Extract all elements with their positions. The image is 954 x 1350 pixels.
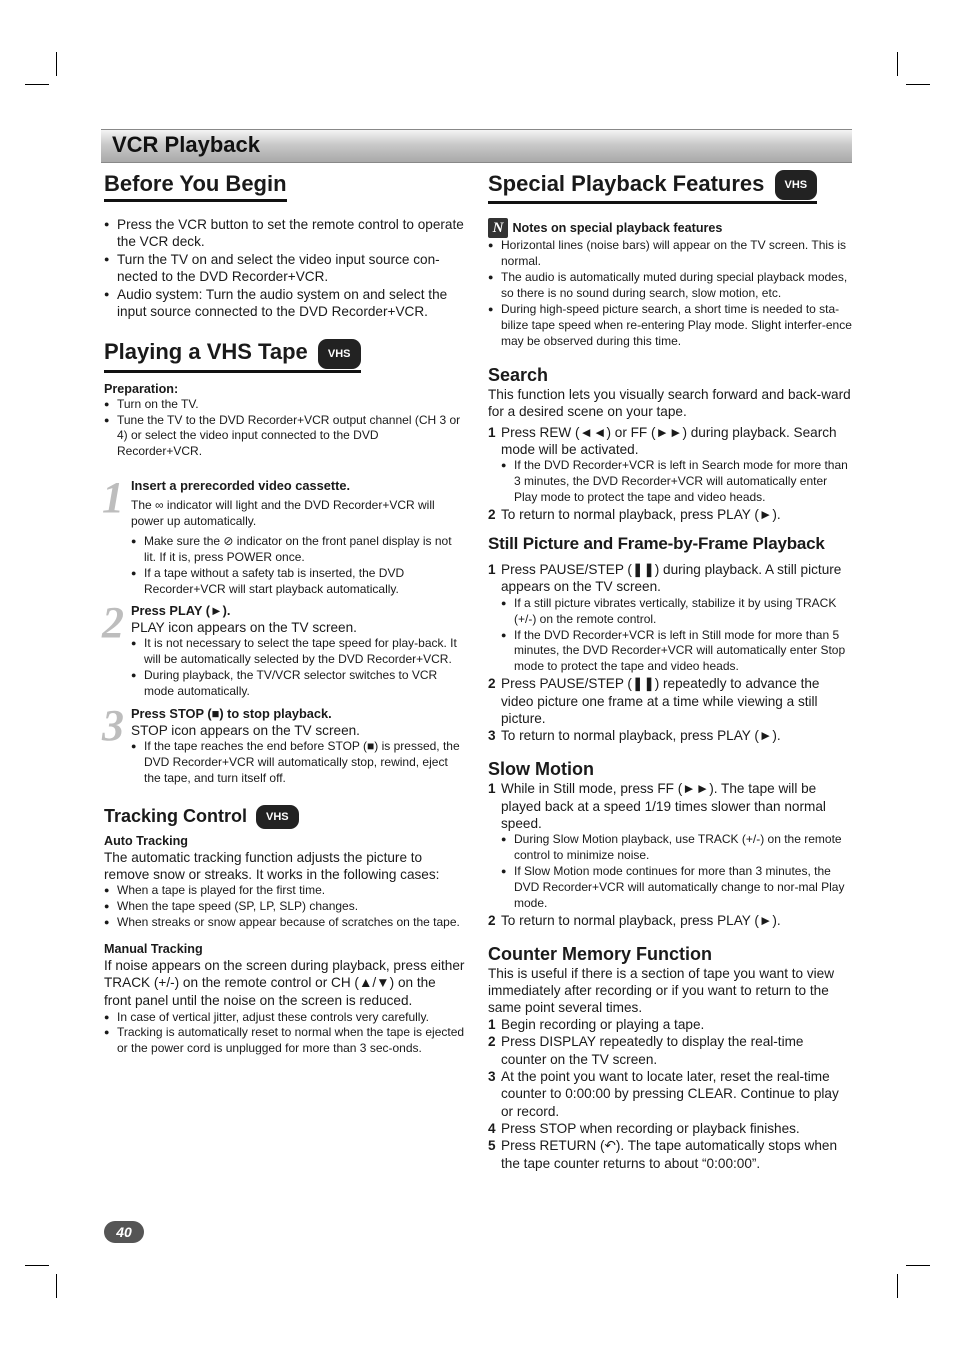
right-column [488,170,852,1172]
step-bullets [501,458,852,506]
step-bullets [131,534,466,598]
list-item: ● When a tape is played for the first time. [104,883,466,899]
vhs-badge: VHS [256,805,299,829]
search-title: Search [488,364,549,385]
list-item: ● Tune the TV to the DVD Recorder+VCR output channel (CH 3 or 4) or select the video input connected to the DVD Recorder+VCR. [104,413,466,461]
slow-steps [488,780,852,929]
list-item: 2 Press PAUSE/STEP (❚❚) repeatedly to advance the video picture one frame at a time while viewing a still picture. [488,676,820,726]
crop-mark [897,1274,898,1298]
list-item: 4 Press STOP when recording or playback finishes. [488,1120,800,1136]
auto-tracking-list [104,883,466,931]
step-text: Begin recording or playing a tape. [501,1017,705,1033]
playing-vhs-title-text: Playing a VHS Tape [104,339,308,365]
notes-label: Notes on special playback features [512,221,723,236]
special-playback-title-text: Special Playback Features [488,171,765,196]
playing-vhs-title [104,338,361,372]
list-item: ● During Slow Motion playback, use TRACK (+/-) on the remote control to minimize noise. [501,832,852,864]
step-bullets [131,636,466,700]
list-item: ● Make sure the ⊘ indicator on the front panel display is not lit. If it is, press POWER once. [131,534,466,566]
list-item: 2 Press DISPLAY repeatedly to display the real-time counter on the TV screen. [488,1034,804,1067]
page-number: 40 [104,1221,144,1243]
list-item: ● If Slow Motion mode continues for more than 3 minutes, the DVD Recorder+VCR will automatically change to nor-mal Play mode. [501,864,852,912]
special-playback-title [488,170,817,204]
preparation-label: Preparation: [104,381,179,396]
list-item: ● If a tape without a safety tab is inserted, the DVD Recorder+VCR will start playback automatically. [131,566,466,598]
list-item: 1 Press PAUSE/STEP (❚❚) during playback. A still picture appears on the TV screen. ● If a still picture vibrates vertically, stabilize it by using TRACK (+/-) on the remote control. ● If the DVD Recorder+VCR is left in Still mode for more than 5 minutes, the DVD Recorder+VCR will automatically enter Stop mode to protect the tape and video heads. [488,561,852,675]
step-text: At the point you want to locate later, reset the real-time counter to 0:00:00 by pressing CLEAR. Continue to play or record. [501,1069,839,1119]
list-item: ● When the tape speed (SP, LP, SLP) changes. [104,899,466,915]
tracking-control-title [104,805,466,829]
left-column [104,170,466,1057]
counter-intro: This is useful if there is a section of tape you want to view immediately after recording or if you want to return to the same point several times. [488,966,835,1016]
crop-mark [25,1265,49,1266]
auto-tracking-text: The automatic tracking function adjusts the picture to remove snow or streaks. It works in the following cases: [104,850,440,883]
list-item: 1 While in Still mode, press FF (►►). The tape will be played back at a speed 1/19 times slower than normal speed. ● During Slow Motion playback, use TRACK (+/-) on the remote control to minimize noise. ● If Slow Motion mode continues for more than 3 minutes, the DVD Recorder+VCR will automatically change to nor-mal Play mode. [488,780,852,911]
step-number: 1 [102,473,124,523]
list-item: ● Audio system: Turn the audio system on and select the input source connected to the DVD Recorder+VCR. [104,286,466,321]
list-item: 2 To return to normal playback, press PLAY (►). [488,912,781,928]
vhs-badge: VHS [775,170,818,200]
list-item: ● When streaks or snow appear because of scratches on the tape. [104,915,466,931]
list-item: 1 Begin recording or playing a tape. [488,1017,705,1033]
counter-steps [488,1016,852,1172]
step-text: To return to normal playback, press PLAY (►). [501,912,781,928]
step-title: Press STOP (■) to stop playback. [131,706,332,722]
step-bullets [131,739,466,787]
step-text: Press PAUSE/STEP (❚❚) repeatedly to advance the video picture one frame at a time while viewing a still picture. [501,676,820,726]
step-text: STOP icon appears on the TV screen. [131,723,360,739]
step-bullets [501,832,852,912]
crop-mark [56,52,57,76]
search-steps [488,424,852,524]
still-picture-title: Still Picture and Frame-by-Frame Playback [488,534,825,554]
list-item: ● The audio is automatically muted during special playback modes, so there is no sound during search, slow motion, etc. [488,270,852,302]
manual-tracking-text: If noise appears on the screen during playback, press either TRACK (+/-) on the remote control or CH (▲/▼) on the front panel until the noise on the screen is reduced. [104,957,465,1008]
before-you-begin-title: Before You Begin [104,170,287,202]
search-intro: This function lets you visually search forward and back-ward for a desired scene on your tape. [488,386,851,419]
step-title: Press PLAY (►). [131,603,231,619]
vhs-badge: VHS [318,339,361,369]
step-text: Press REW (◄◄) or FF (►►) during playback. Search mode will be activated. [501,424,837,457]
list-item: 3 At the point you want to locate later, reset the real-time counter to 0:00:00 by pressing CLEAR. Continue to play or record. [488,1069,839,1119]
step-text: Press STOP when recording or playback finishes. [501,1120,800,1136]
step-bullets [501,596,852,676]
step-number: 2 [102,598,124,648]
list-item: 3 To return to normal playback, press PLAY (►). [488,728,781,744]
notes-list [488,238,852,349]
preparation-list [104,397,466,461]
list-item: ● In case of vertical jitter, adjust these controls very carefully. [104,1010,466,1026]
list-item: ● If a still picture vibrates vertically, stabilize it by using TRACK (+/-) on the remote control. [501,596,852,628]
manual-tracking-label: Manual Tracking [104,941,203,956]
step-text: The ∞ indicator will light and the DVD Recorder+VCR will power up automatically. [131,498,435,529]
list-item: ● If the DVD Recorder+VCR is left in Search mode for more than 3 minutes, the DVD Recorder+VCR will automatically enter Play mode to protect the tape and video heads. [501,458,852,506]
manual-tracking-list [104,1010,466,1058]
step-text: Press DISPLAY repeatedly to display the real-time counter on the TV screen. [501,1034,804,1067]
list-item: ● It is not necessary to select the tape speed for play-back. It will be automatically selected by the DVD Recorder+VCR. [131,636,466,668]
counter-memory-title: Counter Memory Function [488,944,712,965]
step-2 [102,598,466,700]
before-bullet-list [104,216,466,320]
slow-motion-title: Slow Motion [488,759,594,780]
step-number: 3 [102,701,124,751]
crop-mark [906,84,930,85]
crop-mark [897,52,898,76]
crop-mark [56,1274,57,1298]
step-text: To return to normal playback, press PLAY (►). [501,728,781,744]
list-item: ● Turn on the TV. [104,397,466,413]
crop-mark [25,84,49,85]
list-item: ● Turn the TV on and select the video input source con-nected to the DVD Recorder+VCR. [104,251,466,286]
notes-header [488,218,852,238]
step-title: Insert a prerecorded video cassette. [131,478,351,494]
list-item: ● During high-speed picture search, a short time is needed to sta-bilize tape speed when re-entering Play mode. Slight interfer-ence may be observed during this time. [488,302,852,350]
auto-tracking-label: Auto Tracking [104,834,188,849]
chapter-header-bar [101,129,852,163]
crop-mark [906,1265,930,1266]
step-text: Press PAUSE/STEP (❚❚) during playback. A still picture appears on the TV screen. [501,562,842,595]
list-item: ● Press the VCR button to set the remote control to operate the VCR deck. [104,216,466,251]
step-text: Press RETURN (↶). The tape automatically stops when the tape counter returns to about “0:00:00”. [501,1138,838,1171]
note-icon: N [488,218,508,238]
list-item: ● Tracking is automatically reset to normal when the tape is ejected or the power cord is unplugged for more than 3 sec-onds. [104,1025,466,1057]
list-item: 2 To return to normal playback, press PLAY (►). [488,506,781,522]
still-steps [488,561,852,744]
list-item: 5 Press RETURN (↶). The tape automatically stops when the tape counter returns to about “0:00:00”. [488,1138,838,1171]
step-text: PLAY icon appears on the TV screen. [131,620,357,636]
chapter-title: VCR Playback [112,132,260,157]
step-3 [102,701,466,787]
list-item: ● If the tape reaches the end before STOP (■) is pressed, the DVD Recorder+VCR will automatically stop, rewind, eject the tape, and turn itself off. [131,739,466,787]
list-item: 1 Press REW (◄◄) or FF (►►) during playback. Search mode will be activated. ● If the DVD Recorder+VCR is left in Search mode for more than 3 minutes, the DVD Recorder+VCR will automatically enter Play mode to protect the tape and video heads. [488,424,852,506]
tracking-control-title-text: Tracking Control [104,805,248,826]
step-text: While in Still mode, press FF (►►). The tape will be played back at a speed 1/19 times slower than normal speed. [501,781,826,832]
step-text: To return to normal playback, press PLAY (►). [501,506,781,522]
list-item: ● If the DVD Recorder+VCR is left in Still mode for more than 5 minutes, the DVD Recorder+VCR will automatically enter Stop mode to protect the tape and video heads. [501,628,852,676]
list-item: ● Horizontal lines (noise bars) will appear on the TV screen. This is normal. [488,238,852,270]
list-item: ● During playback, the TV/VCR selector switches to VCR mode automatically. [131,668,466,700]
step-1 [102,473,466,597]
